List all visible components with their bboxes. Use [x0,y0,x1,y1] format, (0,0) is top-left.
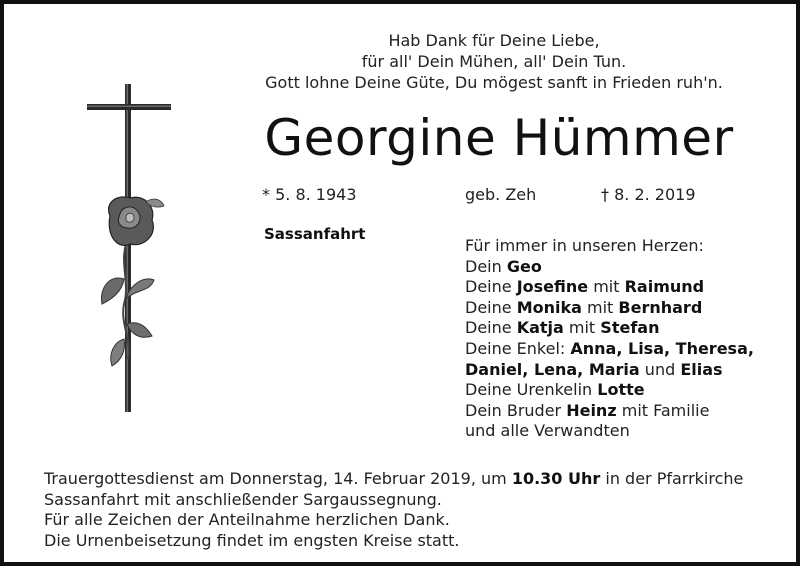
mourner-line [465,257,754,278]
name-text: 10.30 Uhr [511,469,601,488]
line-text: Für immer in unseren Herzen: [465,236,704,255]
line-text: Deine Urenkelin [465,380,598,400]
mourner-line [465,339,754,360]
line-text: mit [563,318,601,338]
line-text: mit [588,277,625,297]
name-text: Elias [680,359,723,379]
service-line [44,531,743,552]
deceased-name: Georgine Hümmer [264,109,734,167]
line-text: Deine [465,277,517,297]
name-text: Monika [516,297,582,317]
line-text: und [639,359,681,379]
cross-with-rose-icon [74,84,184,419]
name-text: Heinz [566,400,617,420]
line-text: und alle Verwandten [465,421,630,441]
line-text: Sassanfahrt mit anschließender Sargaussegnung. [44,489,442,509]
mourner-line [465,421,754,442]
name-text: Daniel, Lena, Maria [465,359,640,379]
line-text: mit [581,297,619,317]
verse-line: Gott lohne Deine Güte, Du mögest sanft in Frieden ruh'n. [265,73,723,92]
name-text: Katja [516,318,564,338]
mourner-line [465,277,754,298]
service-line [44,490,743,511]
name-text: Josefine [516,277,589,297]
mourner-line [465,360,754,381]
line-text: Deine Enkel: [465,338,571,358]
line-text: mit Familie [616,400,710,420]
hometown: Sassanfahrt [264,225,366,243]
service-info [44,469,743,551]
memorial-verse [254,30,734,93]
line-text: Für alle Zeichen der Anteilnahme herzlichen Dank. [44,510,450,529]
line-text: Deine [465,297,517,317]
line-text: in der Pfarrkirche [600,469,744,488]
line-text: Dein Bruder [465,400,567,420]
line-text: Trauergottesdienst am Donnerstag, 14. Februar 2019, um [44,469,512,488]
mourner-line [465,318,754,339]
name-text: Raimund [624,277,705,297]
mourner-line [465,380,754,401]
line-text: Die Urnenbeisetzung findet im engsten Kreise statt. [44,530,460,550]
name-text: Geo [506,256,542,276]
mourners-list [465,236,754,442]
line-text: Dein [465,256,507,276]
service-line [44,469,743,490]
birth-date: * 5. 8. 1943 [262,185,357,204]
line-text: Deine [465,318,517,338]
name-text: Stefan [600,318,660,338]
mourner-line [465,298,754,319]
mourner-line [465,236,754,257]
verse-line: Hab Dank für Deine Liebe, [388,31,600,50]
verse-line: für all' Dein Mühen, all' Dein Tun. [361,52,627,71]
mourner-line [465,401,754,422]
name-text: Bernhard [618,297,703,317]
name-text: Lotte [597,380,645,400]
death-date: † 8. 2. 2019 [601,185,696,204]
name-text: Anna, Lisa, Theresa, [570,338,754,358]
maiden-name: geb. Zeh [465,185,537,204]
service-line [44,510,743,531]
